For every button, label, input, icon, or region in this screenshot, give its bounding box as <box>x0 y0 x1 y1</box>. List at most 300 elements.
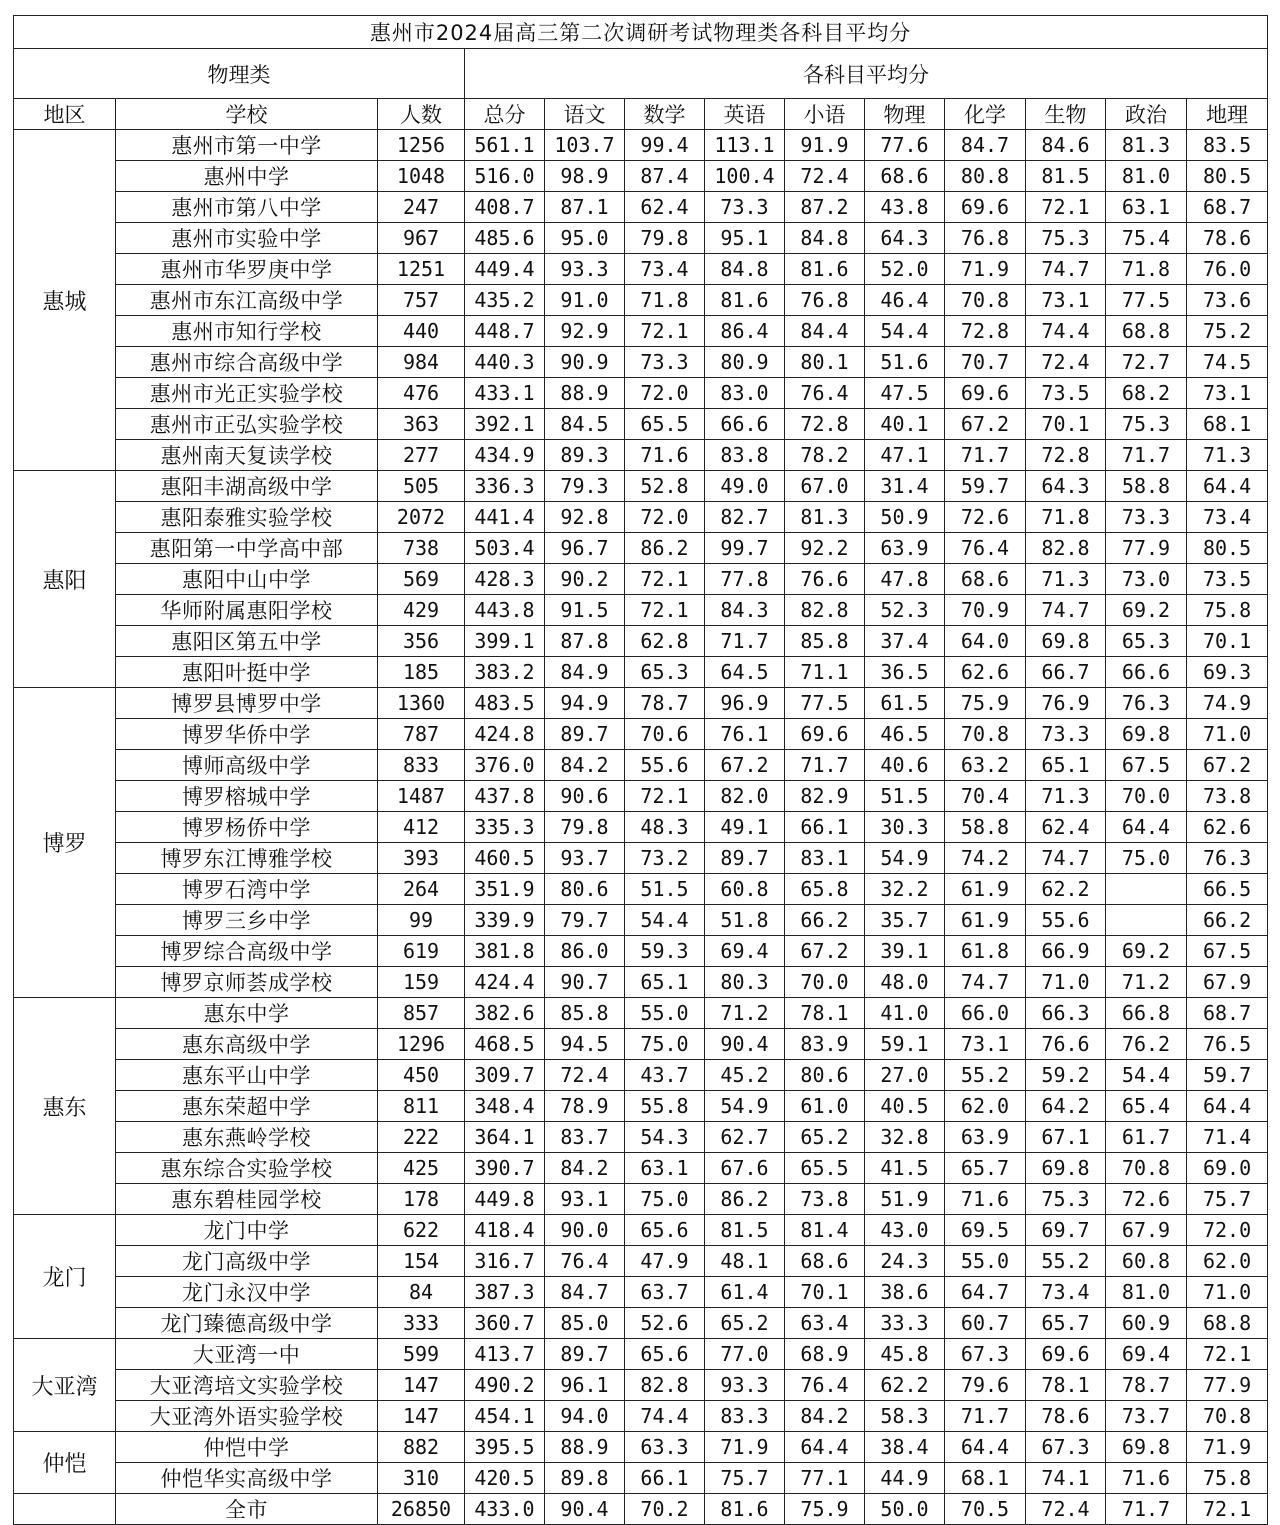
score-cell: 80.9 <box>705 347 785 378</box>
score-cell: 51.6 <box>865 347 945 378</box>
table-row <box>14 843 1268 874</box>
score-cell: 425 <box>378 1153 465 1184</box>
score-cell: 47.1 <box>865 440 945 471</box>
table-row <box>14 1091 1268 1122</box>
school-name-cell: 仲恺中学 <box>116 1432 378 1463</box>
school-name-cell: 仲恺华实高级中学 <box>116 1463 378 1494</box>
score-cell: 69.8 <box>1026 1153 1106 1184</box>
school-name-cell: 博罗杨侨中学 <box>116 812 378 843</box>
score-cell: 72.4 <box>1026 347 1106 378</box>
table-row <box>14 409 1268 440</box>
table-row <box>14 750 1268 781</box>
score-cell: 76.8 <box>945 223 1026 254</box>
score-cell: 113.1 <box>705 130 785 161</box>
score-cell: 87.2 <box>785 192 865 223</box>
score-cell: 93.3 <box>705 1370 785 1401</box>
school-name-cell: 惠州市东江高级中学 <box>116 285 378 316</box>
score-cell: 449.4 <box>465 254 545 285</box>
score-cell: 62.2 <box>865 1370 945 1401</box>
score-cell: 392.1 <box>465 409 545 440</box>
score-cell: 984 <box>378 347 465 378</box>
score-cell: 82.7 <box>705 502 785 533</box>
score-cell: 45.2 <box>705 1060 785 1091</box>
score-cell: 154 <box>378 1246 465 1277</box>
score-cell: 65.4 <box>1106 1091 1187 1122</box>
table-row <box>14 1432 1268 1463</box>
score-cell: 93.1 <box>545 1184 625 1215</box>
score-cell: 78.9 <box>545 1091 625 1122</box>
score-cell: 1487 <box>378 781 465 812</box>
score-cell: 72.0 <box>625 502 705 533</box>
score-cell: 363 <box>378 409 465 440</box>
score-cell: 50.9 <box>865 502 945 533</box>
score-cell: 72.1 <box>625 781 705 812</box>
score-cell: 80.5 <box>1187 161 1268 192</box>
school-name-cell: 龙门高级中学 <box>116 1246 378 1277</box>
table-row <box>14 874 1268 905</box>
score-cell: 84.6 <box>1026 130 1106 161</box>
score-cell: 62.7 <box>705 1122 785 1153</box>
column-header-row <box>14 99 1268 130</box>
table-row <box>14 1308 1268 1339</box>
score-cell: 69.8 <box>1106 719 1187 750</box>
score-cell: 52.8 <box>625 471 705 502</box>
score-cell: 62.0 <box>1187 1246 1268 1277</box>
score-cell: 485.6 <box>465 223 545 254</box>
score-cell: 68.8 <box>1187 1308 1268 1339</box>
table-row <box>14 1463 1268 1494</box>
total-score-cell: 70.2 <box>625 1494 705 1525</box>
score-cell: 49.0 <box>705 471 785 502</box>
score-cell: 85.8 <box>785 626 865 657</box>
score-cell: 61.9 <box>945 905 1026 936</box>
school-name-cell: 惠州市正弘实验学校 <box>116 409 378 440</box>
score-cell: 63.9 <box>945 1122 1026 1153</box>
score-cell: 86.0 <box>545 936 625 967</box>
column-header: 学校 <box>116 99 378 130</box>
score-cell: 67.2 <box>1187 750 1268 781</box>
score-cell: 335.3 <box>465 812 545 843</box>
score-cell: 449.8 <box>465 1184 545 1215</box>
score-cell: 74.7 <box>1026 843 1106 874</box>
score-cell: 80.5 <box>1187 533 1268 564</box>
score-cell: 72.1 <box>625 316 705 347</box>
score-cell: 66.6 <box>705 409 785 440</box>
score-cell: 51.5 <box>865 781 945 812</box>
score-cell: 738 <box>378 533 465 564</box>
score-cell: 80.6 <box>545 874 625 905</box>
table-row <box>14 347 1268 378</box>
score-cell: 92.9 <box>545 316 625 347</box>
table-row <box>14 378 1268 409</box>
score-cell: 833 <box>378 750 465 781</box>
score-table <box>13 15 1268 1525</box>
score-cell: 435.2 <box>465 285 545 316</box>
total-score-cell: 72.4 <box>1026 1494 1106 1525</box>
total-label-cell: 全市 <box>116 1494 378 1525</box>
score-cell: 66.5 <box>1187 874 1268 905</box>
score-cell: 76.5 <box>1187 1029 1268 1060</box>
score-cell: 63.2 <box>945 750 1026 781</box>
score-cell: 55.6 <box>625 750 705 781</box>
score-cell: 82.0 <box>705 781 785 812</box>
score-cell: 82.8 <box>785 595 865 626</box>
score-cell: 67.3 <box>945 1339 1026 1370</box>
table-row <box>14 1184 1268 1215</box>
score-cell: 87.1 <box>545 192 625 223</box>
score-cell: 67.0 <box>785 471 865 502</box>
school-name-cell: 博罗榕城中学 <box>116 781 378 812</box>
school-name-cell: 惠州市第一中学 <box>116 130 378 161</box>
score-cell: 76.3 <box>1106 688 1187 719</box>
region-cell: 惠东 <box>14 998 116 1215</box>
score-cell: 429 <box>378 595 465 626</box>
score-cell: 84.4 <box>785 316 865 347</box>
score-cell: 76.1 <box>705 719 785 750</box>
score-cell: 46.4 <box>865 285 945 316</box>
score-cell: 76.6 <box>1026 1029 1106 1060</box>
score-cell: 60.8 <box>705 874 785 905</box>
score-cell: 71.6 <box>1106 1463 1187 1494</box>
score-cell: 64.5 <box>705 657 785 688</box>
score-cell: 79.6 <box>945 1370 1026 1401</box>
score-cell: 66.0 <box>945 998 1026 1029</box>
score-cell: 76.3 <box>1187 843 1268 874</box>
score-cell: 71.7 <box>705 626 785 657</box>
score-cell: 58.8 <box>945 812 1026 843</box>
school-name-cell: 惠东荣超中学 <box>116 1091 378 1122</box>
score-cell: 59.3 <box>625 936 705 967</box>
score-cell: 69.8 <box>1106 1432 1187 1463</box>
total-score-cell: 50.0 <box>865 1494 945 1525</box>
region-cell: 大亚湾 <box>14 1339 116 1432</box>
score-cell: 71.6 <box>625 440 705 471</box>
table-row <box>14 1153 1268 1184</box>
score-cell: 360.7 <box>465 1308 545 1339</box>
score-cell: 55.2 <box>1026 1246 1106 1277</box>
score-cell: 84.7 <box>945 130 1026 161</box>
score-cell: 71.7 <box>1106 440 1187 471</box>
score-cell: 460.5 <box>465 843 545 874</box>
score-cell: 78.6 <box>1026 1401 1106 1432</box>
score-cell: 62.6 <box>1187 812 1268 843</box>
score-cell: 72.0 <box>1187 1215 1268 1246</box>
score-cell: 66.2 <box>1187 905 1268 936</box>
score-cell: 84.2 <box>545 750 625 781</box>
table-row <box>14 1060 1268 1091</box>
score-cell: 87.8 <box>545 626 625 657</box>
table-row <box>14 812 1268 843</box>
school-name-cell: 惠州市实验中学 <box>116 223 378 254</box>
score-cell: 94.0 <box>545 1401 625 1432</box>
score-cell: 31.4 <box>865 471 945 502</box>
score-cell: 381.8 <box>465 936 545 967</box>
score-cell: 83.8 <box>705 440 785 471</box>
score-cell: 45.8 <box>865 1339 945 1370</box>
score-cell: 86.4 <box>705 316 785 347</box>
column-header: 英语 <box>705 99 785 130</box>
score-cell: 51.5 <box>625 874 705 905</box>
score-cell: 95.1 <box>705 223 785 254</box>
score-cell: 65.2 <box>785 1122 865 1153</box>
school-name-cell: 惠东综合实验学校 <box>116 1153 378 1184</box>
score-cell: 77.9 <box>1106 533 1187 564</box>
score-cell: 73.8 <box>1187 781 1268 812</box>
score-cell: 1048 <box>378 161 465 192</box>
score-cell: 93.3 <box>545 254 625 285</box>
score-cell: 443.8 <box>465 595 545 626</box>
table-row <box>14 1339 1268 1370</box>
score-cell: 64.3 <box>1026 471 1106 502</box>
score-cell: 89.3 <box>545 440 625 471</box>
score-cell: 61.7 <box>1106 1122 1187 1153</box>
score-cell: 70.1 <box>1187 626 1268 657</box>
score-cell: 71.0 <box>1187 719 1268 750</box>
score-cell: 59.7 <box>1187 1060 1268 1091</box>
score-cell: 61.9 <box>945 874 1026 905</box>
score-cell: 62.4 <box>1026 812 1106 843</box>
score-cell: 376.0 <box>465 750 545 781</box>
score-cell: 63.1 <box>1106 192 1187 223</box>
score-cell: 339.9 <box>465 905 545 936</box>
score-cell: 309.7 <box>465 1060 545 1091</box>
score-cell: 476 <box>378 378 465 409</box>
score-cell: 96.7 <box>545 533 625 564</box>
score-cell: 84.7 <box>545 1277 625 1308</box>
score-cell: 74.2 <box>945 843 1026 874</box>
score-cell: 65.3 <box>1106 626 1187 657</box>
score-cell: 78.2 <box>785 440 865 471</box>
score-cell: 71.8 <box>1026 502 1106 533</box>
score-cell: 316.7 <box>465 1246 545 1277</box>
score-cell: 27.0 <box>865 1060 945 1091</box>
score-cell: 63.4 <box>785 1308 865 1339</box>
score-cell: 69.4 <box>705 936 785 967</box>
score-cell: 72.8 <box>945 316 1026 347</box>
score-cell: 222 <box>378 1122 465 1153</box>
score-cell: 74.7 <box>945 967 1026 998</box>
score-cell: 43.8 <box>865 192 945 223</box>
score-cell: 87.4 <box>625 161 705 192</box>
column-header: 生物 <box>1026 99 1106 130</box>
score-cell: 420.5 <box>465 1463 545 1494</box>
score-cell: 441.4 <box>465 502 545 533</box>
score-cell: 448.7 <box>465 316 545 347</box>
score-cell: 59.1 <box>865 1029 945 1060</box>
score-cell: 40.1 <box>865 409 945 440</box>
score-cell: 73.2 <box>625 843 705 874</box>
score-cell: 75.0 <box>1106 843 1187 874</box>
score-cell: 77.9 <box>1187 1370 1268 1401</box>
score-cell: 80.1 <box>785 347 865 378</box>
score-cell: 75.8 <box>1187 595 1268 626</box>
score-cell: 75.0 <box>625 1029 705 1060</box>
table-row <box>14 254 1268 285</box>
group-header-averages: 各科目平均分 <box>465 49 1268 99</box>
score-cell: 413.7 <box>465 1339 545 1370</box>
score-cell: 72.7 <box>1106 347 1187 378</box>
score-cell: 619 <box>378 936 465 967</box>
score-cell: 78.6 <box>1187 223 1268 254</box>
score-cell: 82.8 <box>1026 533 1106 564</box>
score-cell: 66.1 <box>785 812 865 843</box>
score-cell: 70.8 <box>945 719 1026 750</box>
score-cell: 73.8 <box>785 1184 865 1215</box>
score-cell: 55.8 <box>625 1091 705 1122</box>
score-cell: 437.8 <box>465 781 545 812</box>
score-cell: 89.8 <box>545 1463 625 1494</box>
score-cell: 44.9 <box>865 1463 945 1494</box>
score-cell: 65.2 <box>705 1308 785 1339</box>
score-cell: 73.6 <box>1187 285 1268 316</box>
score-cell: 333 <box>378 1308 465 1339</box>
table-row <box>14 719 1268 750</box>
total-score-cell: 433.0 <box>465 1494 545 1525</box>
score-cell: 505 <box>378 471 465 502</box>
score-cell: 65.8 <box>785 874 865 905</box>
score-cell: 71.8 <box>1106 254 1187 285</box>
score-cell: 434.9 <box>465 440 545 471</box>
score-cell: 67.9 <box>1187 967 1268 998</box>
score-cell: 75.2 <box>1187 316 1268 347</box>
score-cell: 73.3 <box>1026 719 1106 750</box>
score-cell: 37.4 <box>865 626 945 657</box>
total-score-cell: 75.9 <box>785 1494 865 1525</box>
score-cell: 62.6 <box>945 657 1026 688</box>
score-cell: 94.5 <box>545 1029 625 1060</box>
empty-region-cell <box>14 1494 116 1525</box>
school-name-cell: 博罗华侨中学 <box>116 719 378 750</box>
table-row <box>14 688 1268 719</box>
score-cell: 52.0 <box>865 254 945 285</box>
score-cell: 67.1 <box>1026 1122 1106 1153</box>
score-cell: 82.8 <box>625 1370 705 1401</box>
table-row <box>14 967 1268 998</box>
score-cell: 811 <box>378 1091 465 1122</box>
total-score-cell: 81.6 <box>705 1494 785 1525</box>
school-name-cell: 惠阳第一中学高中部 <box>116 533 378 564</box>
score-cell: 60.8 <box>1106 1246 1187 1277</box>
score-cell: 65.6 <box>625 1339 705 1370</box>
table-row <box>14 1277 1268 1308</box>
school-name-cell: 惠东碧桂园学校 <box>116 1184 378 1215</box>
score-cell: 83.1 <box>785 843 865 874</box>
score-cell: 75.3 <box>1026 1184 1106 1215</box>
total-score-cell: 72.1 <box>1187 1494 1268 1525</box>
score-cell: 66.8 <box>1106 998 1187 1029</box>
score-cell: 78.1 <box>785 998 865 1029</box>
score-cell: 428.3 <box>465 564 545 595</box>
score-cell: 516.0 <box>465 161 545 192</box>
school-name-cell: 惠州中学 <box>116 161 378 192</box>
score-cell: 78.1 <box>1026 1370 1106 1401</box>
score-cell: 84 <box>378 1277 465 1308</box>
score-cell: 54.4 <box>625 905 705 936</box>
score-cell: 48.1 <box>705 1246 785 1277</box>
score-cell: 80.8 <box>945 161 1026 192</box>
score-cell: 73.0 <box>1106 564 1187 595</box>
score-cell: 69.2 <box>1106 595 1187 626</box>
score-cell: 71.2 <box>1106 967 1187 998</box>
score-cell: 561.1 <box>465 130 545 161</box>
score-cell: 418.4 <box>465 1215 545 1246</box>
score-cell: 59.7 <box>945 471 1026 502</box>
score-cell: 67.2 <box>785 936 865 967</box>
table-row <box>14 223 1268 254</box>
score-cell: 64.4 <box>785 1432 865 1463</box>
table-title: 惠州市2024届高三第二次调研考试物理类各科目平均分 <box>14 16 1268 49</box>
score-cell: 74.1 <box>1026 1463 1106 1494</box>
score-cell: 70.7 <box>945 347 1026 378</box>
score-cell: 424.4 <box>465 967 545 998</box>
score-cell: 55.0 <box>625 998 705 1029</box>
score-cell: 77.8 <box>705 564 785 595</box>
score-cell: 48.3 <box>625 812 705 843</box>
score-cell: 68.7 <box>1187 192 1268 223</box>
total-score-cell: 26850 <box>378 1494 465 1525</box>
total-score-cell: 71.7 <box>1106 1494 1187 1525</box>
score-cell: 65.5 <box>785 1153 865 1184</box>
score-cell: 68.6 <box>865 161 945 192</box>
table-row <box>14 1401 1268 1432</box>
school-name-cell: 惠东平山中学 <box>116 1060 378 1091</box>
score-cell: 55.2 <box>945 1060 1026 1091</box>
score-cell: 67.3 <box>1026 1432 1106 1463</box>
score-cell: 96.1 <box>545 1370 625 1401</box>
score-cell: 66.3 <box>1026 998 1106 1029</box>
score-cell: 77.5 <box>1106 285 1187 316</box>
school-name-cell: 博罗综合高级中学 <box>116 936 378 967</box>
school-name-cell: 博罗京师荟成学校 <box>116 967 378 998</box>
column-header: 总分 <box>465 99 545 130</box>
column-header: 地理 <box>1187 99 1268 130</box>
score-cell: 92.2 <box>785 533 865 564</box>
score-cell: 468.5 <box>465 1029 545 1060</box>
score-cell: 490.2 <box>465 1370 545 1401</box>
score-cell: 66.6 <box>1106 657 1187 688</box>
score-cell <box>1106 905 1187 936</box>
score-cell: 71.3 <box>1026 781 1106 812</box>
score-cell: 382.6 <box>465 998 545 1029</box>
score-cell: 91.9 <box>785 130 865 161</box>
score-cell: 51.8 <box>705 905 785 936</box>
score-cell: 1360 <box>378 688 465 719</box>
score-cell: 54.4 <box>1106 1060 1187 1091</box>
score-cell: 78.7 <box>1106 1370 1187 1401</box>
score-cell: 68.7 <box>1187 998 1268 1029</box>
score-cell: 73.3 <box>1106 502 1187 533</box>
score-cell: 81.5 <box>1026 161 1106 192</box>
score-cell: 503.4 <box>465 533 545 564</box>
region-cell: 惠城 <box>14 130 116 471</box>
score-cell: 73.1 <box>1187 378 1268 409</box>
score-cell: 75.0 <box>625 1184 705 1215</box>
score-cell: 79.8 <box>625 223 705 254</box>
score-cell: 454.1 <box>465 1401 545 1432</box>
score-cell: 98.9 <box>545 161 625 192</box>
table-row <box>14 564 1268 595</box>
score-cell: 65.7 <box>1026 1308 1106 1339</box>
school-name-cell: 龙门永汉中学 <box>116 1277 378 1308</box>
score-cell: 83.9 <box>785 1029 865 1060</box>
score-cell: 83.0 <box>705 378 785 409</box>
score-cell: 76.4 <box>545 1246 625 1277</box>
school-name-cell: 惠东燕岭学校 <box>116 1122 378 1153</box>
score-cell: 74.5 <box>1187 347 1268 378</box>
score-cell: 69.7 <box>1026 1215 1106 1246</box>
score-cell: 73.3 <box>625 347 705 378</box>
score-cell: 80.3 <box>705 967 785 998</box>
